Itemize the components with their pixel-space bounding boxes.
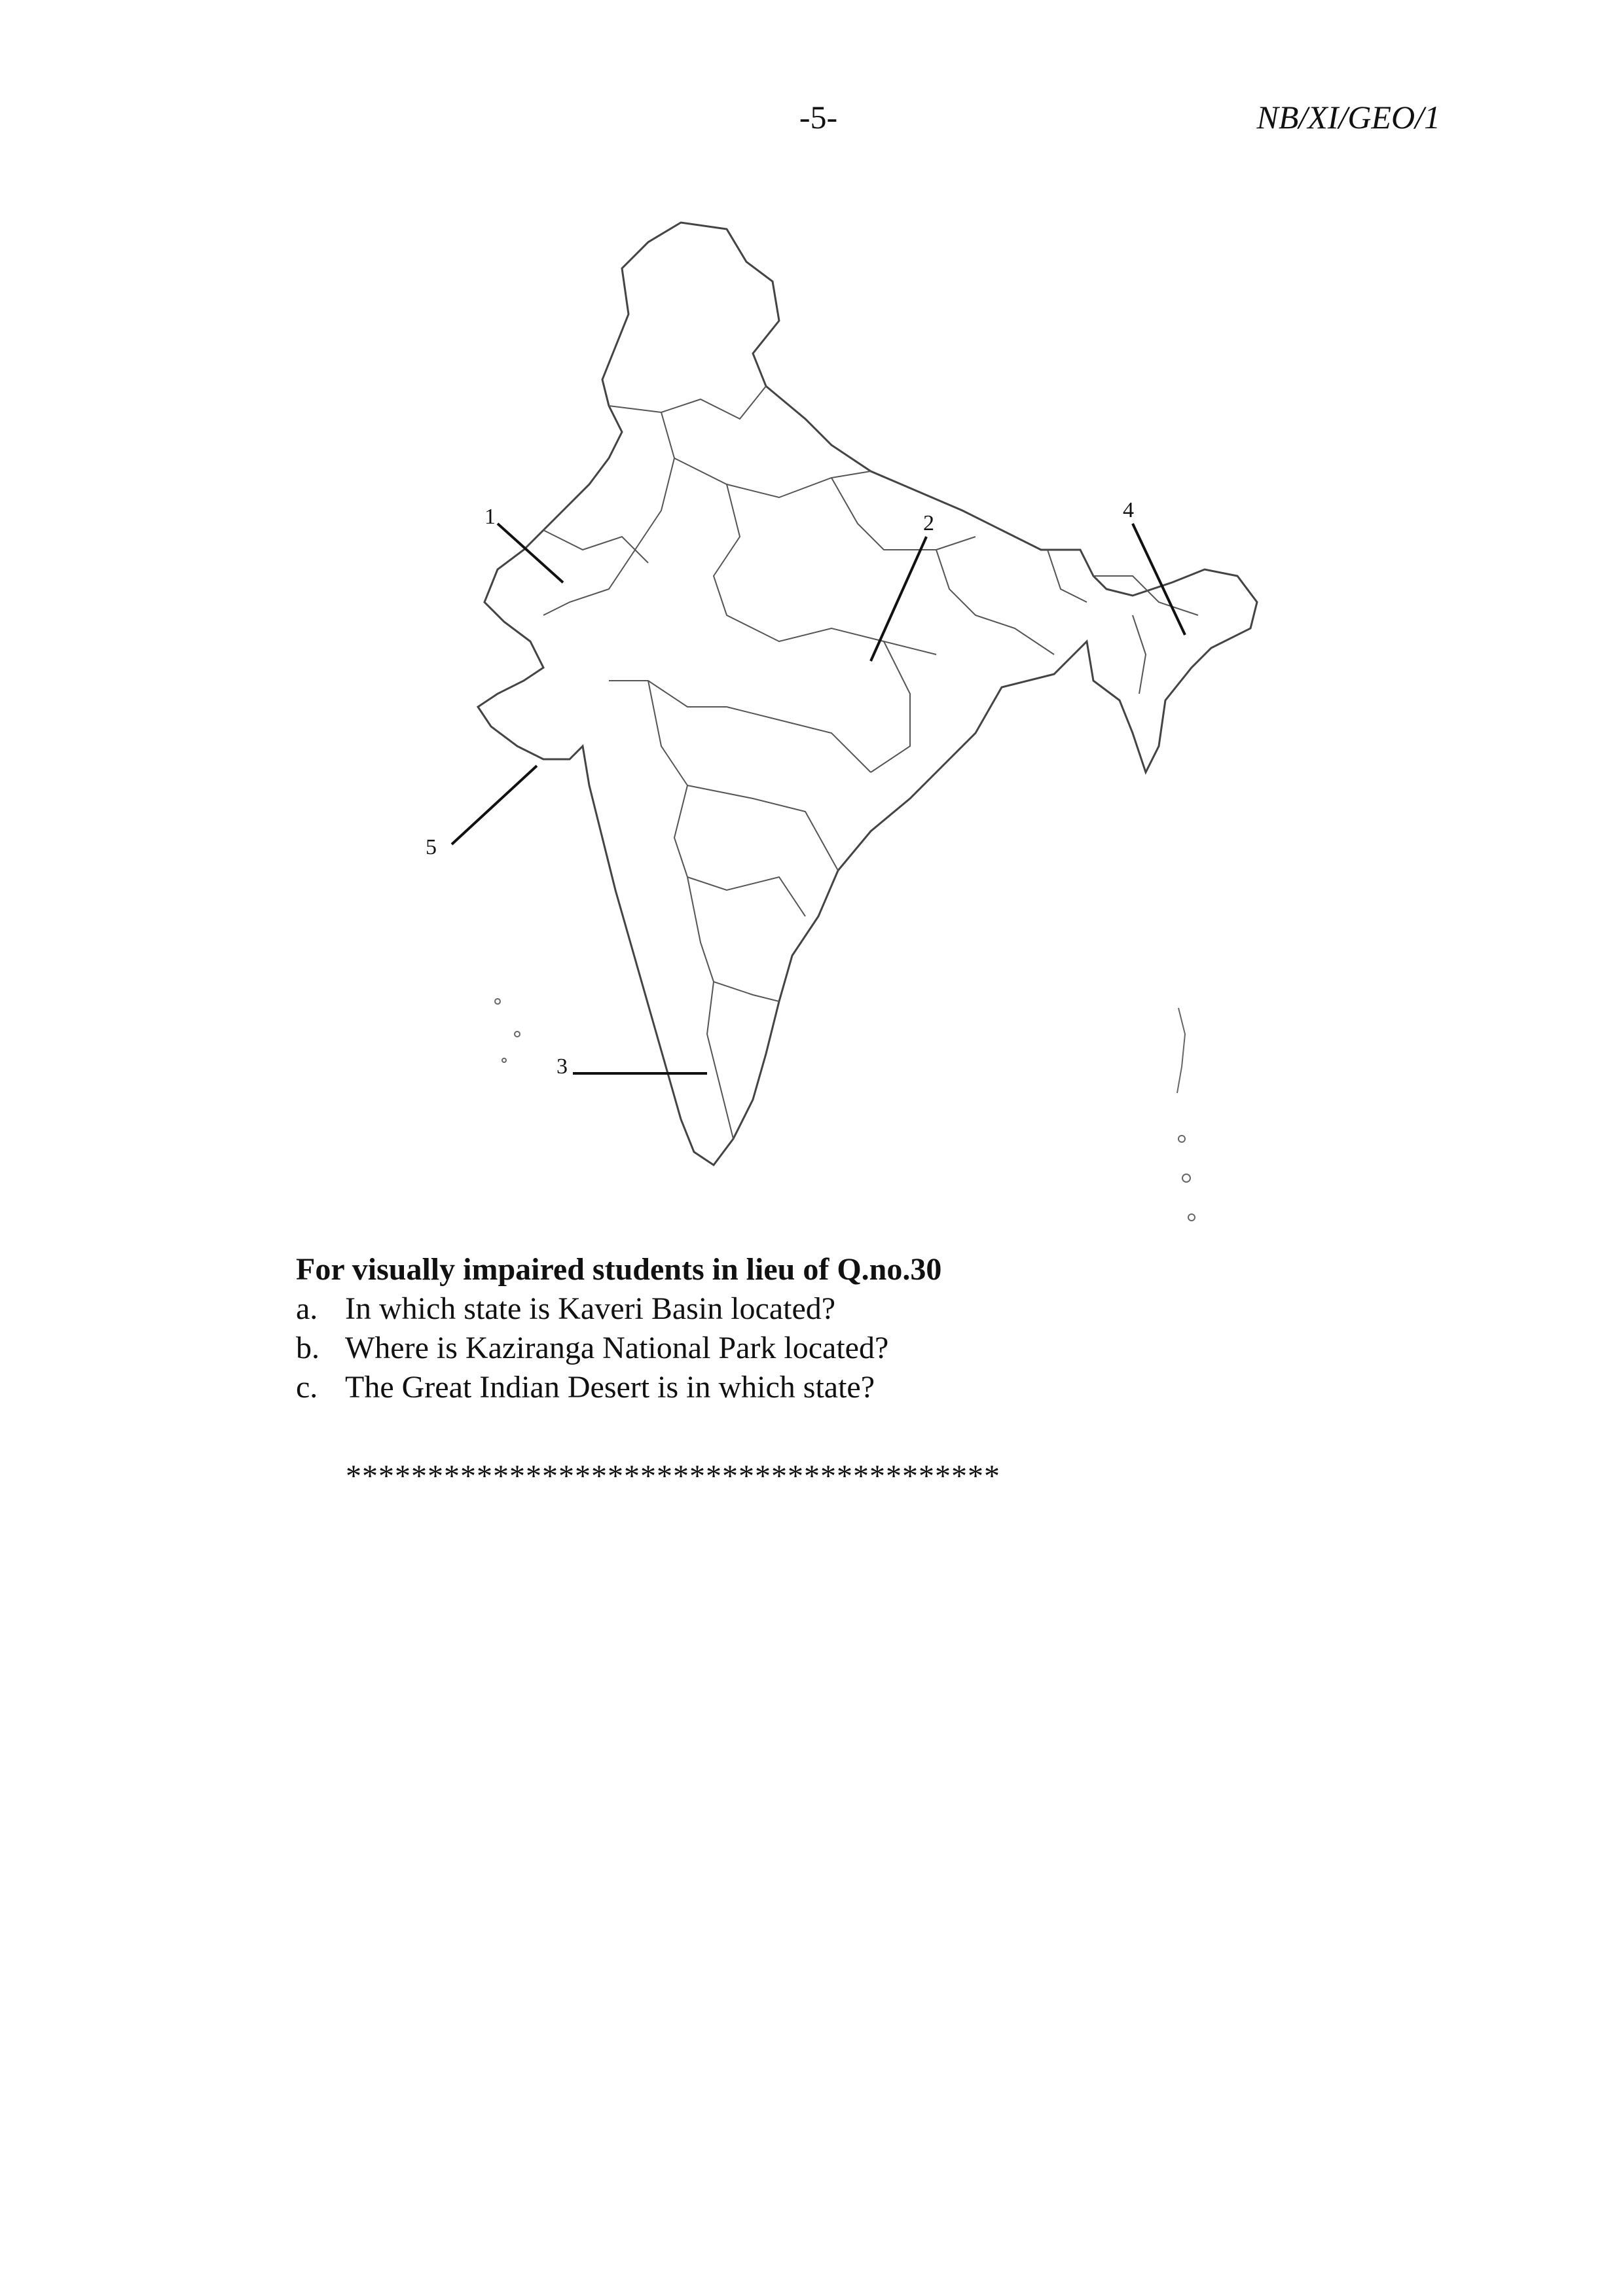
lakshadweep-island	[495, 999, 500, 1004]
document-code: NB/XI/GEO/1	[1256, 99, 1440, 135]
lakshadweep-island	[502, 1058, 506, 1062]
state-boundary	[609, 386, 766, 419]
state-boundary	[831, 478, 976, 550]
map-label-3: 3	[556, 1054, 568, 1079]
map-label-4: 4	[1123, 498, 1134, 522]
state-boundary	[871, 641, 910, 772]
question-letter: b.	[296, 1331, 319, 1365]
leader-line-5	[452, 766, 537, 844]
state-boundary	[714, 484, 936, 655]
map-label-5: 5	[426, 835, 437, 859]
state-boundary	[936, 550, 1054, 655]
state-boundary	[674, 458, 871, 497]
nicobar-island	[1182, 1174, 1190, 1182]
question-text: In which state is Kaveri Basin located?	[345, 1291, 836, 1326]
question-item	[296, 1368, 1474, 1407]
leader-line-2	[871, 537, 926, 661]
question-letter: c.	[296, 1370, 318, 1405]
lakshadweep-island	[515, 1031, 520, 1037]
page-number: -5-	[799, 99, 838, 135]
leader-line-4	[1133, 524, 1185, 635]
map-label-2: 2	[923, 511, 934, 535]
map-label-1: 1	[484, 505, 496, 529]
state-boundary	[1093, 576, 1198, 615]
nicobar-island	[1178, 1136, 1185, 1142]
leader-line-1	[498, 524, 563, 583]
india-outline-map	[412, 183, 1329, 1257]
state-boundary	[648, 681, 687, 877]
state-boundary	[1133, 615, 1146, 694]
state-boundary	[707, 982, 733, 1139]
state-boundary	[687, 785, 838, 870]
nicobar-island	[1188, 1214, 1195, 1221]
question-item	[296, 1329, 1474, 1368]
state-boundary	[543, 412, 674, 615]
andaman-islands	[1177, 1008, 1185, 1093]
state-boundary	[543, 530, 648, 563]
end-of-paper-stars: ****************************************	[346, 1459, 1000, 1494]
state-boundary	[609, 681, 871, 772]
state-boundary	[687, 877, 779, 1001]
question-heading: For visually impaired students in lieu of Q.no.30	[296, 1252, 942, 1287]
question-letter: a.	[296, 1291, 318, 1326]
question-item	[296, 1289, 1474, 1329]
alternative-questions	[296, 1250, 1474, 1407]
question-text: Where is Kaziranga National Park located?	[345, 1331, 889, 1365]
question-text: The Great Indian Desert is in which state?	[345, 1370, 875, 1405]
state-boundary	[1048, 550, 1087, 602]
india-outline	[478, 223, 1257, 1165]
state-boundary	[687, 877, 805, 916]
question-list	[296, 1289, 1474, 1407]
